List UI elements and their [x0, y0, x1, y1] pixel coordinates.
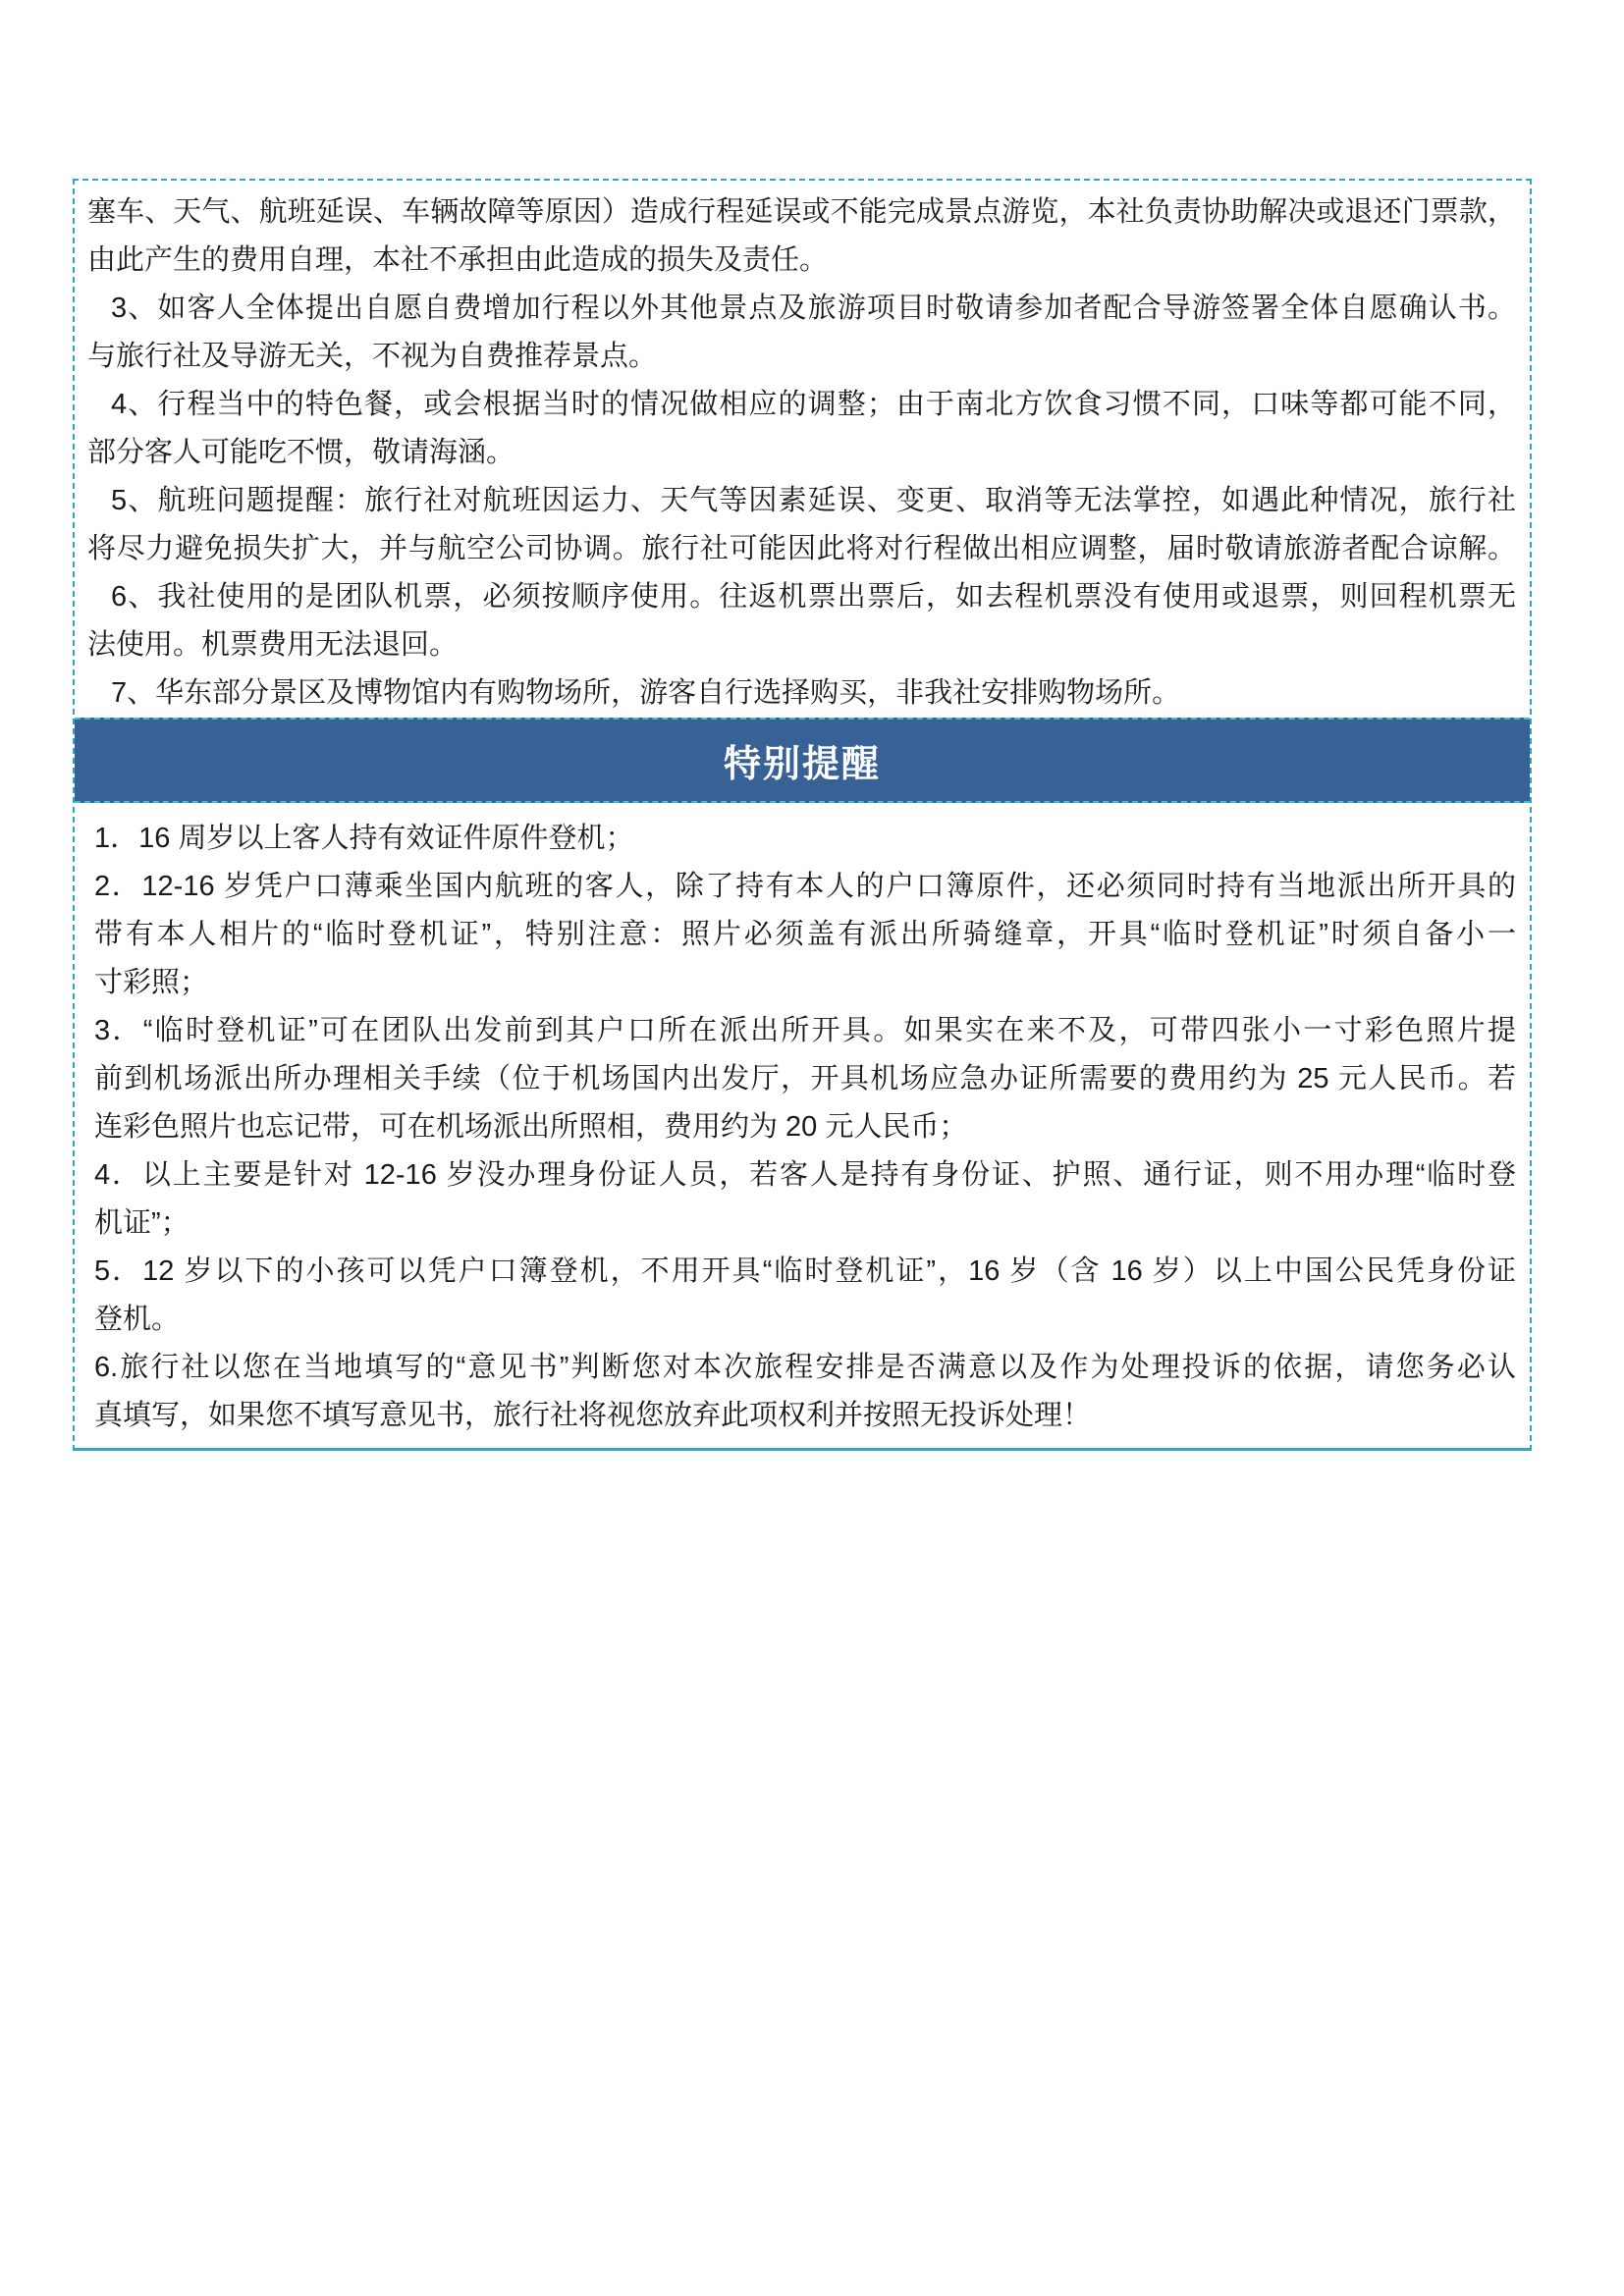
text-line: 登机。 [94, 1304, 181, 1335]
text-line: 5、航班问题提醒：旅行社对航班因运力、天气等因素延误、变更、取消等无法掌控，如遇此种情况，旅行社 [111, 485, 1516, 516]
text-line: 7、华东部分景区及博物馆内有购物场所，游客自行选择购买，非我社安排购物场所。 [111, 677, 1181, 709]
text-line: 带有本人相片的“临时登机证”，特别注意：照片必须盖有派出所骑缝章，开具“临时登机证”时须自备小一 [94, 919, 1516, 950]
text-line: 与旅行社及导游无关，不视为自费推荐景点。 [87, 341, 658, 372]
text-line: 1．16 周岁以上客人持有效证件原件登机； [94, 823, 634, 854]
text-line: 由此产生的费用自理，本社不承担由此造成的损失及责任。 [87, 244, 829, 276]
text-line: 6、我社使用的是团队机票，必须按顺序使用。往返机票出票后，如去程机票没有使用或退票，则回程机票无 [111, 581, 1516, 613]
text-line: 4．以上主要是针对 12-16 岁没办理身份证人员，若客人是持有身份证、护照、通行证，则不用办理“临时登 [94, 1159, 1516, 1191]
text-line: 塞车、天气、航班延误、车辆故障等原因）造成行程延误或不能完成景点游览，本社负责协助解决或退还门票款， [87, 196, 1516, 228]
text-line: 将尽力避免损失扩大，并与航空公司协调。旅行社可能因此将对行程做出相应调整，届时敬请旅游者配合谅解。 [87, 533, 1516, 564]
text-line: 机证”； [94, 1207, 189, 1239]
special-reminder-box [75, 803, 1530, 1448]
text-line: 5．12 岁以下的小孩可以凭户口簿登机，不用开具“临时登机证”，16 岁（含 16 岁）以上中国公民凭身份证 [94, 1255, 1516, 1287]
text-line: 法使用。机票费用无法退回。 [87, 629, 459, 661]
text-line: 前到机场派出所办理相关手续（位于机场国内出发厅，开具机场应急办证所需要的费用约为 25 元人民币。若 [94, 1063, 1516, 1095]
text-line: 真填写，如果您不填写意见书，旅行社将视您放弃此项权利并按照无投诉处理！ [94, 1400, 1092, 1431]
text-line: 2．12-16 岁凭户口薄乘坐国内航班的客人，除了持有本人的户口簿原件，还必须同时持有当地派出所开具的 [94, 871, 1516, 902]
text-line: 4、行程当中的特色餐，或会根据当时的情况做相应的调整；由于南北方饮食习惯不同，口味等都可能不同， [111, 389, 1516, 420]
text-line: 6.旅行社以您在当地填写的“意见书”判断您对本次旅程安排是否满意以及作为处理投诉的依据，请您务必认 [94, 1352, 1516, 1383]
terms-box [75, 181, 1530, 718]
special-reminder-title: 特别提醒 [723, 744, 881, 785]
travel-terms-table [73, 179, 1532, 1451]
text-line: 3、如客人全体提出自愿自费增加行程以外其他景点及旅游项目时敬请参加者配合导游签署全体自愿确认书。 [111, 293, 1516, 324]
text-line: 部分客人可能吃不惯，敬请海涵。 [87, 437, 515, 468]
text-line: 3．“临时登机证”可在团队出发前到其户口所在派出所开具。如果实在来不及，可带四张小一寸彩色照片提 [94, 1015, 1516, 1046]
special-reminder-header [75, 718, 1530, 803]
text-line: 连彩色照片也忘记带，可在机场派出所照相，费用约为 20 元人民币； [94, 1111, 968, 1143]
text-line: 寸彩照； [94, 967, 209, 998]
